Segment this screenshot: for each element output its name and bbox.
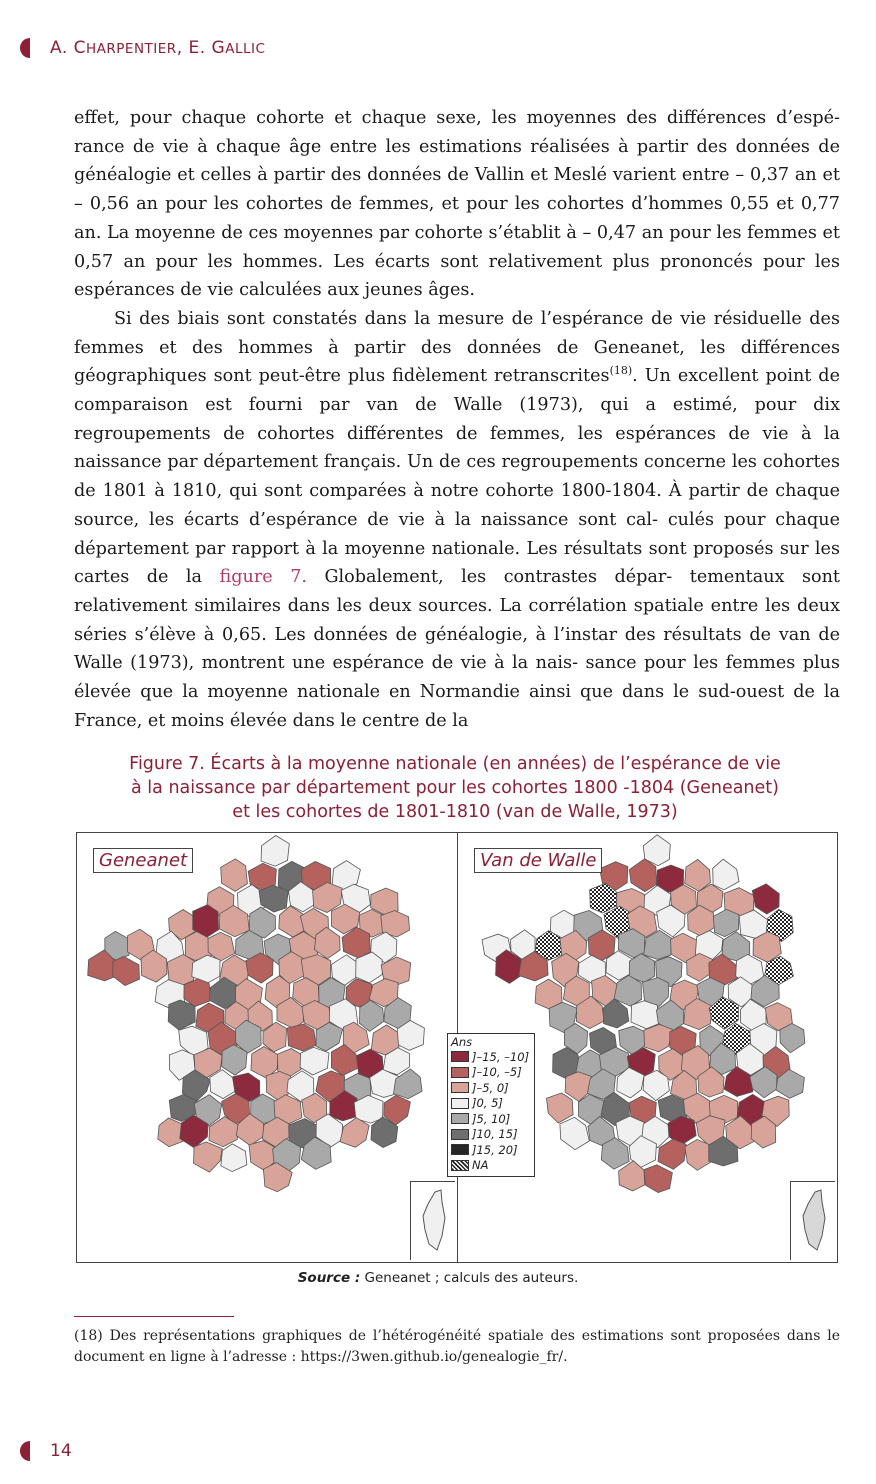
legend-swatch (451, 1067, 469, 1078)
legend-label: ]0, 5] (472, 1096, 503, 1111)
legend-item (451, 1065, 531, 1081)
legend-swatch (451, 1129, 469, 1140)
department-shape (713, 859, 739, 890)
legend-item (451, 1049, 531, 1065)
department-shape (194, 1142, 223, 1172)
map-panel-geneanet (77, 833, 458, 1262)
department-shape (644, 1165, 672, 1193)
legend-item (451, 1142, 531, 1158)
legend-swatch (451, 1160, 469, 1171)
department-shape (631, 1001, 659, 1029)
department-shape (210, 1070, 235, 1099)
department-shape (560, 1117, 589, 1149)
corsica-inset (790, 1181, 835, 1260)
legend-swatch (451, 1113, 469, 1124)
legend-item (451, 1096, 531, 1112)
footer-marker (20, 1441, 30, 1461)
panel-label-vandewalle: Van de Walle (474, 848, 602, 873)
map-legend (447, 1033, 535, 1177)
legend-item (451, 1158, 531, 1174)
department-shape (113, 957, 140, 986)
department-shape (184, 979, 212, 1007)
page-footer (20, 1440, 72, 1462)
legend-item (451, 1111, 531, 1127)
legend-swatch (451, 1082, 469, 1093)
department-shape (221, 859, 248, 892)
department-shape (287, 1024, 315, 1051)
paragraph-2: Si des biais sont constatés dans la mesure de l’espérance de vie résiduelle des femmes et des hommes à partir des données de Geneanet, les différences géographiques sont peut-être plus fidèlement retranscrites$^{(18)}$. Un excellent point de comparaison est fourni par van de Walle (1973), qui a estimé, pour dix regroupements de cohortes différentes de femmes, les espérances de vie à la naissance par département français. Un de ces regroupements concerne les cohortes de 1801 à 1810, qui sont comparées à notre cohorte 1800-1804. À partir de chaque source, les écarts d’espérance de vie à la naissance sont cal- culés pour chaque département par rapport à la moyenne nationale. Les résultats sont proposés sur les cartes de la figure 7. Globalement, les contrastes dépar- tementaux sont relativement similaires dans les deux sources. La corrélation spatiale entre les deux séries s’élève à 0,65. Les données de généalogie, à l’instar des résultats de van de Walle (1973), montrent une espérance de vie à la nais- sance pour les femmes plus élevée que la moyenne nationale en Normandie ainsi que dans le sud-ouest de la France, et moins élevée dans le centre de la (74, 308, 840, 731)
footnote-rule (74, 1316, 234, 1317)
figure-source: Source : Geneanet ; calculs des auteurs. (297, 1270, 579, 1286)
legend-title: Ans (451, 1035, 473, 1049)
legend-swatch (451, 1051, 469, 1062)
legend-label: ]–5, 0] (472, 1080, 509, 1095)
department-shape (547, 1093, 574, 1123)
department-shape (644, 1024, 672, 1051)
department-shape (340, 1118, 369, 1148)
corsica-inset (410, 1181, 455, 1260)
legend-label: ]–15, –10] (472, 1049, 530, 1064)
department-shape (752, 884, 779, 914)
authors: A. CHARPENTIER, E. GALLIC (50, 38, 266, 58)
legend-label: ]–10, –5] (472, 1065, 522, 1080)
department-shape (261, 836, 289, 867)
footnote-18: (18) Des représentations graphiques de l’hétérogénéité spatiale des estimations sont proposées dans le document en ligne à l’adresse : https://3wen.github.io/genealogie_fr/. (74, 1328, 840, 1365)
figure-frame (76, 832, 838, 1263)
department-shape (221, 1144, 247, 1172)
legend-swatch (451, 1144, 469, 1155)
body-text (74, 104, 840, 735)
legend-item (451, 1080, 531, 1096)
legend-label: ]10, 15] (472, 1127, 518, 1142)
figure-title: Figure 7. Écarts à la moyenne nationale (en années) de l’espérance de vie à la naissance par département pour les cohortes 1800 -1804 (Geneanet) et les cohortes de 1801-1810 (van de Walle, 1973) (129, 754, 781, 822)
map-geneanet (77, 833, 457, 1262)
department-shape (780, 1023, 805, 1052)
legend-label: NA (472, 1158, 489, 1173)
legend-label: ]15, 20] (472, 1142, 518, 1157)
page-number: 14 (50, 1441, 72, 1461)
footnote-ref[interactable]: (18) (609, 364, 633, 378)
department-shape (168, 1000, 195, 1030)
department-shape (300, 1047, 329, 1075)
department-shape (629, 859, 656, 892)
paragraph-1: effet, pour chaque cohorte et chaque sexe, les moyennes des différences d’espé- rance de vie à chaque âge entre les estimations réalisées à partir des données de généalogie et celles à partir des données de Vallin et Meslé varient entre – 0,37 an et – 0,56 an pour les cohortes de femmes, et pour les cohortes d’hommes 0,55 et 0,77 an. La moyenne de ces moyennes par cohorte s’établit à – 0,47 an pour les femmes et 0,57 an pour les hommes. Les écarts sont relativement plus prononcés pour les espérances de vie calculées aux jeunes âges. (74, 108, 840, 301)
legend-swatch (451, 1098, 469, 1109)
running-header (20, 36, 265, 60)
panel-label-geneanet: Geneanet (93, 848, 193, 873)
legend-item (451, 1127, 531, 1143)
header-marker (20, 38, 30, 58)
legend-label: ]5, 10] (472, 1111, 511, 1126)
figure-link[interactable]: figure 7. (219, 567, 307, 588)
